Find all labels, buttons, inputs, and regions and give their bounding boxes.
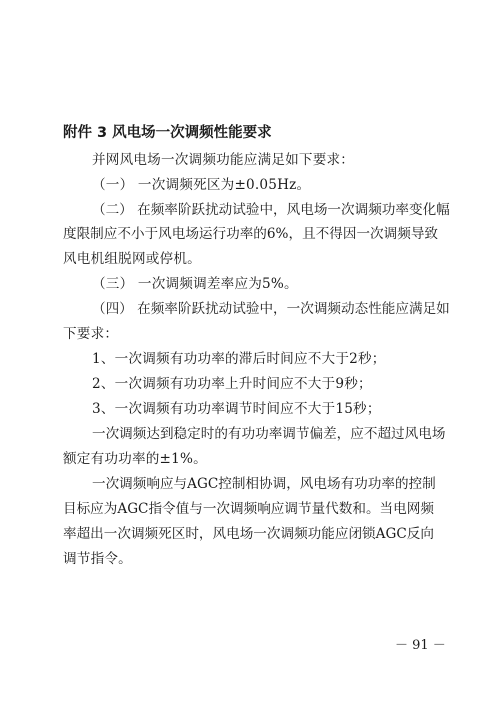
paragraph-item-1-line: （一） 一次调频死区为±0.05Hz。 <box>92 177 311 193</box>
paragraph-item-2-line-3: 风电机组脱网或停机。 <box>63 251 201 267</box>
requirement-3-line: 3、一次调频有功功率调节时间应不大于15秒； <box>92 401 381 417</box>
paragraph-deviation-line-2: 额定有功功率的±1%。 <box>63 451 207 467</box>
paragraph-item-2-line-2: 度限制应不小于风电场运行功率的6%，且不得因一次调频导致 <box>63 226 439 242</box>
paragraph-item-4-line-1: （四） 在频率阶跃扰动试验中，一次调频动态性能应满足如 <box>92 301 450 317</box>
requirement-2-line: 2、一次调频有功功率上升时间应不大于9秒； <box>92 376 372 392</box>
requirement-1-line: 1、一次调频有功功率的滞后时间应不大于2秒； <box>92 351 386 367</box>
paragraph-intro-line: 并网风电场一次调频功能应满足如下要求： <box>92 152 355 168</box>
paragraph-deviation-line-1: 一次调频达到稳定时的有功功率调节偏差，应不超过风电场 <box>92 426 446 442</box>
paragraph-item-3-line: （三） 一次调频调差率应为5%。 <box>92 276 298 292</box>
paragraph-agc-line-1: 一次调频响应与AGC控制相协调，风电场有功功率的控制 <box>92 476 436 492</box>
appendix-heading: 附件 3 风电场一次调频性能要求 <box>63 125 272 141</box>
page-number: － 91 － <box>395 638 446 653</box>
paragraph-item-4-line-2: 下要求： <box>63 326 119 342</box>
paragraph-agc-line-3: 率超出一次调频死区时，风电场一次调频功能应闭锁AGC反向 <box>63 526 434 542</box>
paragraph-item-2-line-1: （二） 在频率阶跃扰动试验中，风电场一次调频功率变化幅 <box>92 202 450 218</box>
paragraph-agc-line-2: 目标应为AGC指令值与一次调频响应调节量代数和。当电网频 <box>63 501 434 517</box>
paragraph-agc-line-4: 调节指令。 <box>63 551 132 567</box>
